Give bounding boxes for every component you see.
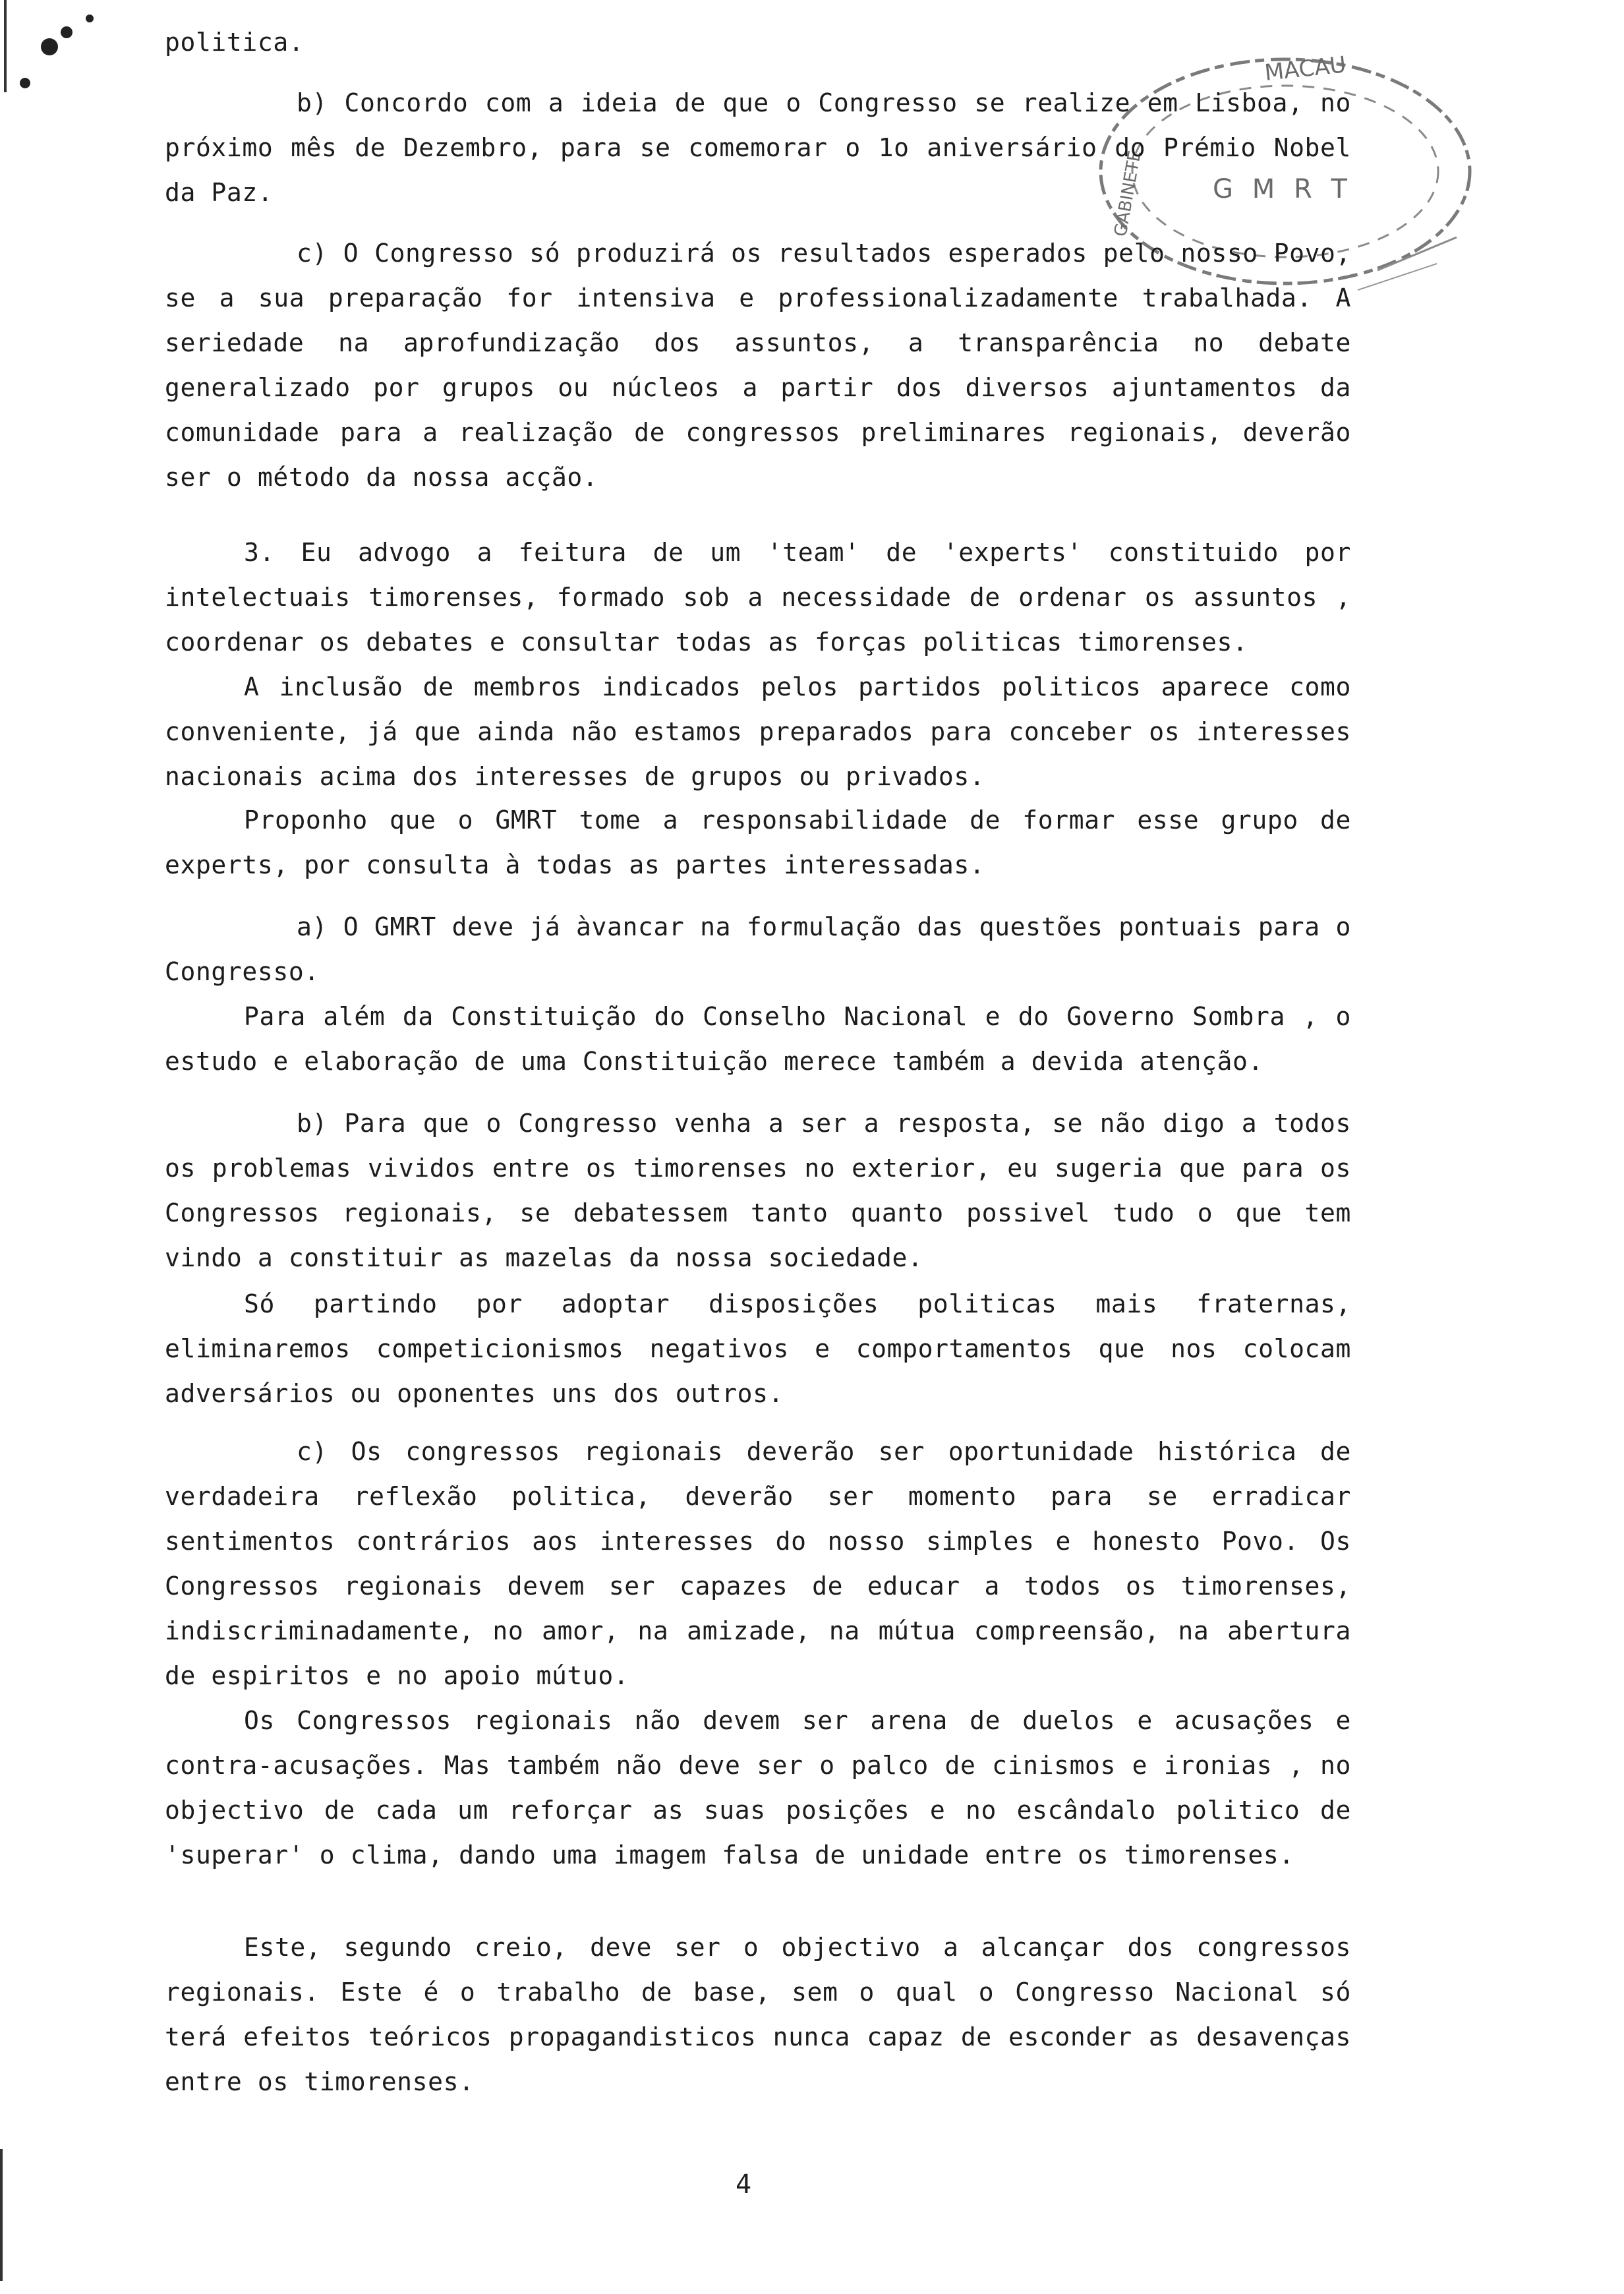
ink-blot	[61, 26, 72, 38]
stamp-side-text: GABINETE	[1111, 149, 1146, 239]
paragraph-3a-constitution: Para além da Constituição do Conselho Nacional e do Governo Sombra , o estudo e elaboração de uma Constituição merece também a devida atenção.	[165, 1002, 1367, 1076]
paragraph-3b: b) Para que o Congresso venha a ser a resposta, se não digo a todos os problemas vividos entre os timorenses no exterior, eu sugeria que para os Congressos regionais, se debatessem tanto quanto possivel tudo o que tem vindo a constituir as mazelas da nossa sociedade.	[165, 1109, 1367, 1272]
edge-mark	[0, 2149, 3, 2281]
paragraph-3-inclusion: A inclusão de membros indicados pelos partidos politicos aparece como conveniente, já que ainda não estamos preparados para conceber os interesses nacionais acima dos interesses de grupos ou privados.	[165, 672, 1367, 791]
paragraph-3b-fraternal: Só partindo por adoptar disposições politicas mais fraternas, eliminaremos competicionismos negativos e comportamentos que nos colocam adversários ou oponentes uns dos outros.	[165, 1289, 1367, 1408]
page-number: 4	[735, 2169, 752, 2200]
paragraph-3c-base-work: Este, segundo creio, deve ser o objectivo a alcançar dos congressos regionais. Este é o trabalho de base, sem o qual o Congresso Nacional só terá efeitos teóricos propagandisticos nunca capaz de esconder as desavenças entre os timorenses.	[165, 1933, 1367, 2096]
paragraph-3c: c) Os congressos regionais deverão ser oportunidade histórica de verdadeira reflexão politica, deverão ser momento para se erradicar sentimentos contrários aos interesses do nosso simples e honesto Povo. Os Congressos regionais devem ser capazes de educar a todos os timorenses, indiscriminadamente, no amor, na amizade, na mútua compreensão, na abertura de espiritos e no apoio mútuo.	[165, 1437, 1367, 1690]
stamp-center-text: G M R T	[1213, 174, 1352, 204]
edge-mark	[4, 0, 7, 92]
ink-blot	[20, 78, 30, 88]
paragraph-3-proposal: Proponho que o GMRT tome a responsabilidade de formar esse grupo de experts, por consulta à todas as partes interessadas.	[165, 806, 1367, 879]
paragraph-2b: b) Concordo com a ideia de que o Congresso se realize em Lisboa, no próximo mês de Dezembro, para se comemorar o 1o aniversário do Prémio Nobel da Paz.	[165, 88, 1367, 207]
paragraph-continuation: politica.	[165, 28, 304, 57]
paragraph-3a: a) O GMRT deve já àvancar na formulação das questões pontuais para o Congresso.	[165, 912, 1367, 986]
ink-blot	[41, 38, 58, 55]
paragraph-3: 3. Eu advogo a feitura de um 'team' de 'experts' constituido por intelectuais timorenses, formado sob a necessidade de ordenar os assuntos , coordenar os debates e consultar todas as forças politicas timorenses.	[165, 538, 1367, 657]
paragraph-2c: c) O Congresso só produzirá os resultados esperados pelo nosso Povo, se a sua preparação for intensiva e professionalizadamente trabalhada. A seriedade na aprofundização dos assuntos, a transparência no debate generalizado por grupos ou núcleos a partir dos diversos ajuntamentos da comunidade para a realização de congressos preliminares regionais, deverão ser o método da nossa acção.	[165, 239, 1367, 492]
paragraph-3c-arena: Os Congressos regionais não devem ser arena de duelos e acusações e contra-acusações. Mas também não deve ser o palco de cinismos e ironias , no objectivo de cada um reforçar as suas posições e no escândalo politico de 'superar' o clima, dando uma imagem falsa de unidade entre os timorenses.	[165, 1706, 1367, 1869]
stamp-top-text: MACAU	[1263, 51, 1348, 86]
ink-blot	[86, 15, 94, 22]
